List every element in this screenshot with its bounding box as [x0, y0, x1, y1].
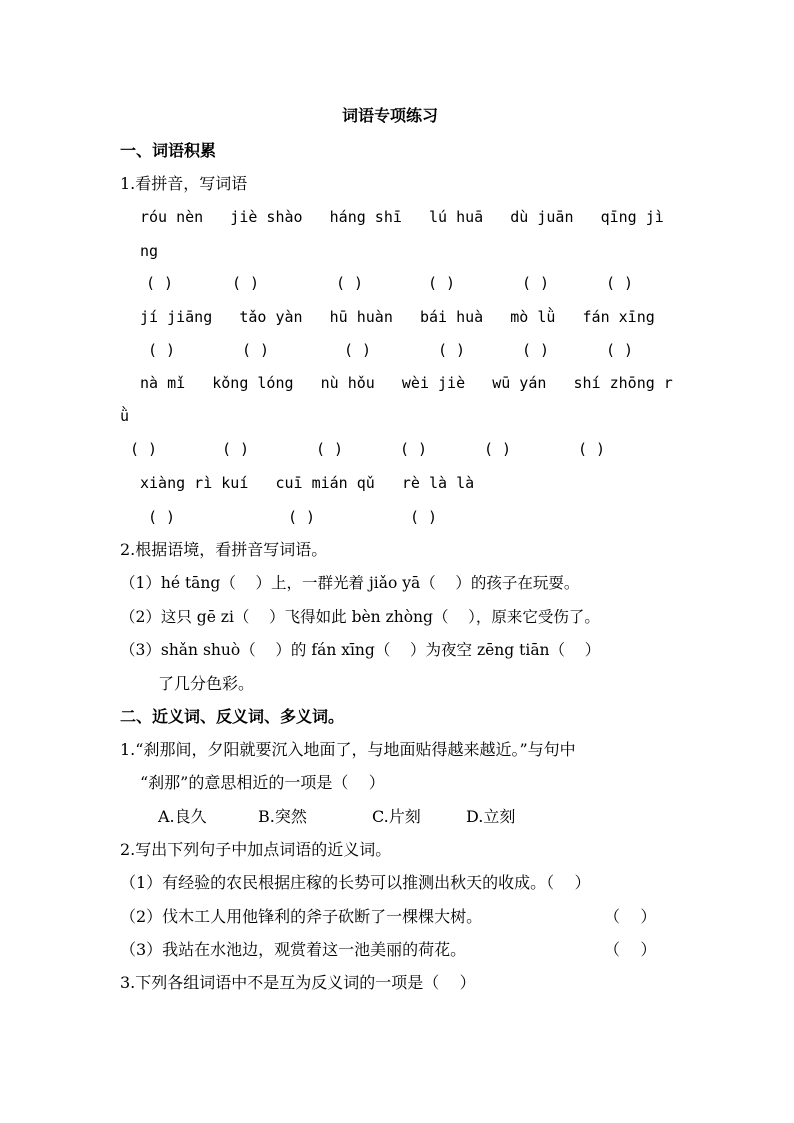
pinyin-row3-line1: nà mǐ kǒng lóng nù hǒu wèi jiè wū yán shí zhōng r: [140, 374, 673, 392]
answer-bracket[interactable]: ( ): [146, 274, 174, 292]
answer-bracket[interactable]: ( ): [522, 274, 550, 292]
answer-bracket[interactable]: ( ): [336, 274, 364, 292]
answer-bracket[interactable]: ( ): [438, 341, 466, 359]
q2-sentence-3-cont: 了几分色彩。: [158, 674, 255, 693]
q2-sentence-2: （2）这只 gē zi（ ）飞得如此 bèn zhòng（ ），原来它受伤了。: [120, 608, 600, 626]
pinyin-row1-line1: rόu nèn jiè shào háng shī lú huā dù juān qīng jì: [140, 208, 664, 226]
answer-bracket[interactable]: ( ): [316, 440, 344, 458]
answer-bracket[interactable]: ( ): [606, 274, 634, 292]
s2-q2-prompt: 2.写出下列句子中加点词语的近义词。: [120, 840, 392, 859]
answer-bracket[interactable]: ( ): [344, 341, 372, 359]
s2-q1-line1: 1.“刹那间，夕阳就要沉入地面了，与地面贴得越来越近。”与句中: [120, 740, 576, 759]
pinyin-row2: jí jiāng tǎo yàn hū huàn bái huà mò lǜ fán xīng: [140, 308, 655, 326]
s2-q1-line2: “刹那”的意思相近的一项是（ ）: [140, 773, 385, 792]
pinyin-row4: xiàng rì kuí cuī mián qǔ rè là là: [140, 474, 475, 492]
section2-heading: 二、近义词、反义词、多义词。: [120, 707, 345, 726]
answer-bracket[interactable]: ( ): [522, 341, 550, 359]
answer-bracket[interactable]: （ ）: [604, 940, 657, 959]
answer-bracket[interactable]: ( ): [400, 440, 428, 458]
answer-bracket[interactable]: （ ）: [604, 907, 657, 926]
pinyin-row3-line2: ǜ: [120, 407, 130, 425]
option-d[interactable]: D.立刻: [466, 807, 516, 826]
s2-q2-sentence-3: （3）我站在水池边，观赏着这一池美丽的荷花。: [120, 940, 467, 959]
q2-sentence-1: （1）hé tāng（ ）上，一群光着 jiǎo yā（ ）的孩子在玩耍。: [120, 574, 580, 592]
answer-bracket[interactable]: ( ): [130, 440, 158, 458]
section1-heading: 一、词语积累: [120, 141, 217, 160]
option-a[interactable]: A.良久: [158, 807, 207, 826]
answer-bracket[interactable]: ( ): [232, 274, 260, 292]
answer-bracket[interactable]: ( ): [148, 508, 176, 526]
q2-sentence-3: （3）shǎn shuò（ ）的 fán xīng（ ）为夜空 zēng tiān（ ）: [120, 641, 601, 659]
s2-q2-sentence-2: （2）伐木工人用他锋利的斧子砍断了一棵棵大树。: [120, 907, 483, 926]
answer-bracket[interactable]: ( ): [484, 440, 512, 458]
answer-bracket[interactable]: ( ): [428, 274, 456, 292]
answer-bracket[interactable]: ( ): [410, 508, 438, 526]
pinyin-row1-line2: ng: [140, 242, 159, 260]
s2-q3-prompt: 3.下列各组词语中不是互为反义词的一项是（ ）: [120, 973, 476, 992]
answer-bracket[interactable]: ( ): [222, 440, 250, 458]
answer-bracket[interactable]: ( ): [606, 341, 634, 359]
q2-prompt: 2.根据语境，看拼音写词语。: [120, 540, 328, 559]
answer-bracket[interactable]: ( ): [242, 341, 270, 359]
s2-q2-sentence-1: （1）有经验的农民根据庄稼的长势可以推测出秋天的收成。（ ）: [120, 873, 591, 892]
option-b[interactable]: B.突然: [258, 807, 307, 826]
answer-bracket[interactable]: ( ): [288, 508, 316, 526]
q1-prompt: 1.看拼音，写词语: [120, 174, 248, 193]
answer-bracket[interactable]: ( ): [148, 341, 176, 359]
page-title: 词语专项练习: [342, 106, 439, 125]
option-c[interactable]: C.片刻: [372, 807, 421, 826]
answer-bracket[interactable]: ( ): [578, 440, 606, 458]
